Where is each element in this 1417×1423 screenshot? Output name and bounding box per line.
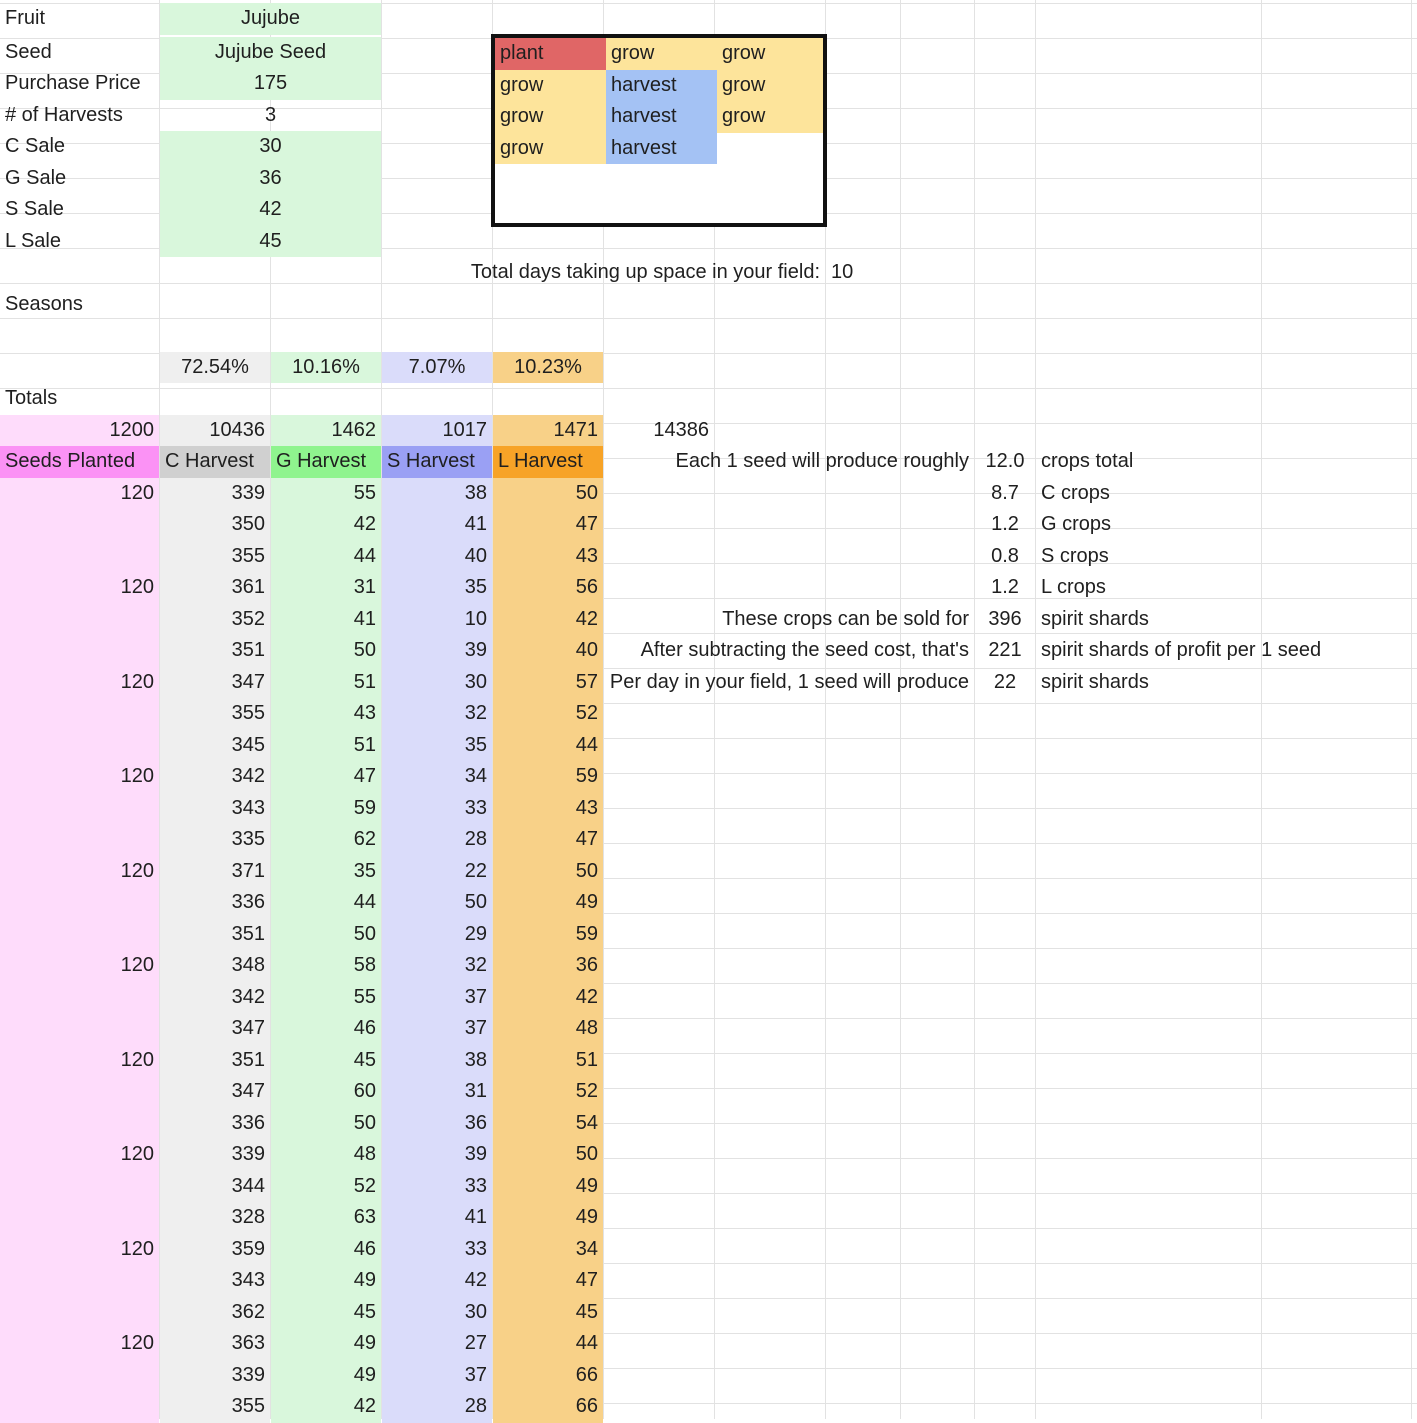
c-harvest-cell[interactable]: 344 xyxy=(160,1171,270,1203)
summary-value[interactable]: 22 xyxy=(993,670,1017,693)
seeds-planted-cell[interactable]: 120 xyxy=(0,950,159,982)
l-harvest-cell[interactable]: 44 xyxy=(493,730,603,762)
schedule-cell[interactable]: harvest xyxy=(606,101,717,133)
l-harvest-cell[interactable]: 40 xyxy=(493,635,603,667)
g-harvest-cell[interactable]: 45 xyxy=(271,1297,381,1329)
c-harvest-cell[interactable]: 352 xyxy=(160,604,270,636)
c-harvest-cell[interactable]: 345 xyxy=(160,730,270,762)
s-harvest-cell[interactable]: 33 xyxy=(382,1171,492,1203)
summary-label[interactable]: Per day in your field, 1 seed will produce xyxy=(609,670,969,693)
seeds-planted-cell[interactable] xyxy=(0,1360,159,1392)
summary-unit[interactable]: spirit shards xyxy=(1041,670,1149,693)
l-harvest-cell[interactable]: 43 xyxy=(493,793,603,825)
seeds-planted-cell[interactable] xyxy=(0,1391,159,1423)
schedule-cell[interactable]: plant xyxy=(495,38,606,70)
field-days-value[interactable]: 10 xyxy=(831,261,854,283)
s-harvest-cell[interactable]: 36 xyxy=(382,1108,492,1140)
s-harvest-cell[interactable]: 28 xyxy=(382,824,492,856)
pct-l[interactable]: 10.23% xyxy=(493,352,603,384)
c-harvest-cell[interactable]: 355 xyxy=(160,541,270,573)
seeds-planted-cell[interactable]: 120 xyxy=(0,1328,159,1360)
c-harvest-cell[interactable]: 359 xyxy=(160,1234,270,1266)
growth-schedule xyxy=(491,34,827,227)
summary-label[interactable] xyxy=(604,572,974,604)
pct-g[interactable]: 10.16% xyxy=(271,352,381,384)
g-harvest-cell[interactable]: 55 xyxy=(271,982,381,1014)
seed-label[interactable]: Seed xyxy=(5,40,52,63)
l-harvest-cell[interactable]: 48 xyxy=(493,1013,603,1045)
s-harvest-cell[interactable]: 33 xyxy=(382,793,492,825)
g-harvest-cell[interactable]: 63 xyxy=(271,1202,381,1234)
summary-unit[interactable]: spirit shards xyxy=(1041,607,1149,630)
g-harvest-cell[interactable]: 50 xyxy=(271,1108,381,1140)
g-harvest-cell[interactable]: 42 xyxy=(271,509,381,541)
seeds-planted-cell[interactable] xyxy=(0,919,159,951)
s-harvest-cell[interactable]: 35 xyxy=(382,572,492,604)
pct-s[interactable]: 7.07% xyxy=(382,352,492,384)
g-harvest-cell[interactable]: 46 xyxy=(271,1013,381,1045)
seeds-planted-cell[interactable]: 120 xyxy=(0,761,159,793)
s-harvest-cell[interactable]: 32 xyxy=(382,698,492,730)
g-harvest-cell[interactable]: 42 xyxy=(271,1391,381,1423)
g-harvest-cell[interactable]: 50 xyxy=(271,635,381,667)
schedule-cell[interactable]: harvest xyxy=(606,70,717,102)
l-harvest-cell[interactable]: 59 xyxy=(493,919,603,951)
l-harvest-cell[interactable]: 49 xyxy=(493,1202,603,1234)
seeds-planted-cell[interactable] xyxy=(0,1076,159,1108)
s-harvest-cell[interactable]: 37 xyxy=(382,1360,492,1392)
l-harvest-cell[interactable]: 57 xyxy=(493,667,603,699)
header-seeds-planted[interactable]: Seeds Planted xyxy=(0,446,159,478)
g-harvest-cell[interactable]: 48 xyxy=(271,1139,381,1171)
harvests-label[interactable]: # of Harvests xyxy=(5,103,123,126)
s-harvest-cell[interactable]: 31 xyxy=(382,1076,492,1108)
summary-value[interactable]: 396 xyxy=(988,607,1022,630)
summary-unit[interactable]: C crops xyxy=(1041,481,1110,504)
seeds-planted-cell[interactable] xyxy=(0,1108,159,1140)
g-harvest-cell[interactable]: 45 xyxy=(271,1045,381,1077)
seeds-planted-cell[interactable] xyxy=(0,1265,159,1297)
schedule-cell[interactable]: grow xyxy=(495,133,606,165)
s-harvest-cell[interactable]: 37 xyxy=(382,982,492,1014)
g-harvest-cell[interactable]: 52 xyxy=(271,1171,381,1203)
g-harvest-cell[interactable]: 49 xyxy=(271,1265,381,1297)
s-harvest-cell[interactable]: 38 xyxy=(382,478,492,510)
c-harvest-cell[interactable]: 339 xyxy=(160,1360,270,1392)
c-harvest-cell[interactable]: 361 xyxy=(160,572,270,604)
seeds-planted-cell[interactable] xyxy=(0,1297,159,1329)
total-s[interactable]: 1017 xyxy=(382,415,492,447)
s-harvest-cell[interactable]: 10 xyxy=(382,604,492,636)
g-sale-label[interactable]: G Sale xyxy=(5,166,67,189)
l-harvest-cell[interactable]: 47 xyxy=(493,509,603,541)
seeds-planted-cell[interactable] xyxy=(0,730,159,762)
g-harvest-cell[interactable]: 41 xyxy=(271,604,381,636)
c-harvest-cell[interactable]: 351 xyxy=(160,919,270,951)
purchase-price-value[interactable]: 175 xyxy=(160,68,381,100)
s-harvest-cell[interactable]: 41 xyxy=(382,509,492,541)
seeds-planted-cell[interactable] xyxy=(0,635,159,667)
g-sale-value[interactable]: 36 xyxy=(160,163,381,195)
l-harvest-cell[interactable]: 56 xyxy=(493,572,603,604)
l-harvest-cell[interactable]: 34 xyxy=(493,1234,603,1266)
c-harvest-cell[interactable]: 343 xyxy=(160,1265,270,1297)
seeds-planted-cell[interactable] xyxy=(0,541,159,573)
seeds-planted-cell[interactable]: 120 xyxy=(0,1139,159,1171)
seed-value[interactable]: Jujube Seed xyxy=(160,37,381,69)
s-harvest-cell[interactable]: 22 xyxy=(382,856,492,888)
seeds-planted-cell[interactable] xyxy=(0,1013,159,1045)
s-harvest-cell[interactable]: 29 xyxy=(382,919,492,951)
schedule-cell[interactable]: grow xyxy=(495,101,606,133)
l-harvest-cell[interactable]: 47 xyxy=(493,1265,603,1297)
summary-label[interactable]: Each 1 seed will produce roughly xyxy=(675,450,969,472)
summary-unit[interactable]: crops total xyxy=(1041,450,1134,472)
c-harvest-cell[interactable]: 347 xyxy=(160,667,270,699)
summary-unit[interactable]: G crops xyxy=(1041,513,1112,535)
seeds-planted-cell[interactable] xyxy=(0,793,159,825)
g-harvest-cell[interactable]: 46 xyxy=(271,1234,381,1266)
s-harvest-cell[interactable]: 30 xyxy=(382,1297,492,1329)
total-seeds[interactable]: 1200 xyxy=(0,415,159,447)
s-harvest-cell[interactable]: 30 xyxy=(382,667,492,699)
schedule-cell[interactable]: grow xyxy=(717,38,823,70)
seeds-planted-cell[interactable]: 120 xyxy=(0,1234,159,1266)
seeds-planted-cell[interactable]: 120 xyxy=(0,856,159,888)
g-harvest-cell[interactable]: 44 xyxy=(271,541,381,573)
g-harvest-cell[interactable]: 58 xyxy=(271,950,381,982)
l-harvest-cell[interactable]: 54 xyxy=(493,1108,603,1140)
schedule-cell[interactable]: grow xyxy=(717,101,823,133)
c-harvest-cell[interactable]: 343 xyxy=(160,793,270,825)
seeds-planted-cell[interactable]: 120 xyxy=(0,572,159,604)
c-harvest-cell[interactable]: 355 xyxy=(160,1391,270,1423)
g-harvest-cell[interactable]: 60 xyxy=(271,1076,381,1108)
l-harvest-cell[interactable]: 66 xyxy=(493,1360,603,1392)
c-harvest-cell[interactable]: 371 xyxy=(160,856,270,888)
summary-unit[interactable]: spirit shards of profit per 1 seed xyxy=(1041,639,1322,661)
l-harvest-cell[interactable]: 52 xyxy=(493,698,603,730)
l-harvest-cell[interactable]: 47 xyxy=(493,824,603,856)
g-harvest-cell[interactable]: 31 xyxy=(271,572,381,604)
s-harvest-cell[interactable]: 42 xyxy=(382,1265,492,1297)
s-harvest-cell[interactable]: 50 xyxy=(382,887,492,919)
schedule-cell[interactable]: grow xyxy=(495,70,606,102)
c-harvest-cell[interactable]: 347 xyxy=(160,1076,270,1108)
l-harvest-cell[interactable]: 59 xyxy=(493,761,603,793)
s-harvest-cell[interactable]: 39 xyxy=(382,1139,492,1171)
seeds-planted-cell[interactable] xyxy=(0,604,159,636)
summary-label[interactable]: These crops can be sold for xyxy=(722,607,969,630)
l-harvest-cell[interactable]: 42 xyxy=(493,604,603,636)
g-harvest-cell[interactable]: 55 xyxy=(271,478,381,510)
g-harvest-cell[interactable]: 51 xyxy=(271,667,381,699)
l-harvest-cell[interactable]: 49 xyxy=(493,1171,603,1203)
l-harvest-cell[interactable]: 43 xyxy=(493,541,603,573)
summary-unit[interactable]: L crops xyxy=(1041,576,1106,598)
summary-unit[interactable]: S crops xyxy=(1041,544,1109,567)
summary-value[interactable]: 221 xyxy=(988,639,1022,661)
schedule-cell[interactable]: grow xyxy=(606,38,717,70)
fruit-label[interactable]: Fruit xyxy=(5,7,45,29)
l-sale-label[interactable]: L Sale xyxy=(5,229,61,252)
g-harvest-cell[interactable]: 59 xyxy=(271,793,381,825)
g-harvest-cell[interactable]: 49 xyxy=(271,1360,381,1392)
c-harvest-cell[interactable]: 342 xyxy=(160,982,270,1014)
s-harvest-cell[interactable]: 28 xyxy=(382,1391,492,1423)
g-harvest-cell[interactable]: 62 xyxy=(271,824,381,856)
purchase-price-label[interactable]: Purchase Price xyxy=(5,72,141,94)
c-harvest-cell[interactable]: 348 xyxy=(160,950,270,982)
g-harvest-cell[interactable]: 49 xyxy=(271,1328,381,1360)
l-harvest-cell[interactable]: 52 xyxy=(493,1076,603,1108)
c-harvest-cell[interactable]: 328 xyxy=(160,1202,270,1234)
seeds-planted-cell[interactable] xyxy=(0,509,159,541)
pct-c[interactable]: 72.54% xyxy=(160,352,270,384)
g-harvest-cell[interactable]: 35 xyxy=(271,856,381,888)
c-harvest-cell[interactable]: 351 xyxy=(160,1045,270,1077)
summary-value[interactable]: 8.7 xyxy=(991,481,1019,504)
g-harvest-cell[interactable]: 44 xyxy=(271,887,381,919)
s-harvest-cell[interactable]: 32 xyxy=(382,950,492,982)
c-sale-label[interactable]: C Sale xyxy=(5,135,66,157)
header-c-harvest[interactable]: C Harvest xyxy=(160,446,270,478)
header-l-harvest[interactable]: L Harvest xyxy=(493,446,603,478)
schedule-cell[interactable]: grow xyxy=(717,70,823,102)
g-harvest-cell[interactable]: 50 xyxy=(271,919,381,951)
s-harvest-cell[interactable]: 35 xyxy=(382,730,492,762)
seasons-label[interactable]: Seasons xyxy=(5,292,83,315)
summary-value[interactable]: 1.2 xyxy=(991,576,1019,598)
header-g-harvest[interactable]: G Harvest xyxy=(271,446,381,478)
s-harvest-cell[interactable]: 37 xyxy=(382,1013,492,1045)
summary-label[interactable] xyxy=(604,541,974,573)
total-c[interactable]: 10436 xyxy=(160,415,270,447)
l-sale-value[interactable]: 45 xyxy=(160,226,381,258)
l-harvest-cell[interactable]: 45 xyxy=(493,1297,603,1329)
summary-value[interactable]: 12.0 xyxy=(985,450,1025,472)
c-harvest-cell[interactable]: 339 xyxy=(160,1139,270,1171)
field-days-label[interactable]: Total days taking up space in your field: xyxy=(470,261,820,283)
s-harvest-cell[interactable]: 34 xyxy=(382,761,492,793)
summary-label[interactable] xyxy=(604,478,974,510)
s-harvest-cell[interactable]: 40 xyxy=(382,541,492,573)
l-harvest-cell[interactable]: 42 xyxy=(493,982,603,1014)
fruit-value[interactable]: Jujube xyxy=(160,3,381,35)
s-harvest-cell[interactable]: 33 xyxy=(382,1234,492,1266)
c-harvest-cell[interactable]: 347 xyxy=(160,1013,270,1045)
harvests-value[interactable]: 3 xyxy=(264,103,277,126)
s-harvest-cell[interactable]: 41 xyxy=(382,1202,492,1234)
g-harvest-cell[interactable]: 43 xyxy=(271,698,381,730)
seeds-planted-cell[interactable] xyxy=(0,1202,159,1234)
l-harvest-cell[interactable]: 51 xyxy=(493,1045,603,1077)
summary-value[interactable]: 1.2 xyxy=(991,513,1019,535)
header-s-harvest[interactable]: S Harvest xyxy=(382,446,492,478)
totals-label[interactable]: Totals xyxy=(5,387,58,409)
s-sale-value[interactable]: 42 xyxy=(160,194,381,226)
summary-value[interactable]: 0.8 xyxy=(991,544,1019,567)
c-harvest-cell[interactable]: 362 xyxy=(160,1297,270,1329)
schedule-cell[interactable]: harvest xyxy=(606,133,717,165)
seeds-planted-cell[interactable]: 120 xyxy=(0,478,159,510)
c-harvest-cell[interactable]: 363 xyxy=(160,1328,270,1360)
seeds-planted-cell[interactable] xyxy=(0,824,159,856)
s-sale-label[interactable]: S Sale xyxy=(5,198,64,220)
c-harvest-cell[interactable]: 351 xyxy=(160,635,270,667)
seeds-planted-cell[interactable]: 120 xyxy=(0,1045,159,1077)
c-harvest-cell[interactable]: 336 xyxy=(160,887,270,919)
seeds-planted-cell[interactable] xyxy=(0,887,159,919)
c-harvest-cell[interactable]: 355 xyxy=(160,698,270,730)
seeds-planted-cell[interactable]: 120 xyxy=(0,667,159,699)
seeds-planted-cell[interactable] xyxy=(0,982,159,1014)
summary-label[interactable] xyxy=(604,509,974,541)
c-sale-value[interactable]: 30 xyxy=(160,131,381,163)
l-harvest-cell[interactable]: 50 xyxy=(493,1139,603,1171)
l-harvest-cell[interactable]: 36 xyxy=(493,950,603,982)
l-harvest-cell[interactable]: 66 xyxy=(493,1391,603,1423)
l-harvest-cell[interactable]: 49 xyxy=(493,887,603,919)
g-harvest-cell[interactable]: 47 xyxy=(271,761,381,793)
total-grand[interactable]: 14386 xyxy=(653,418,709,441)
seeds-planted-cell[interactable] xyxy=(0,1171,159,1203)
s-harvest-cell[interactable]: 27 xyxy=(382,1328,492,1360)
l-harvest-cell[interactable]: 50 xyxy=(493,856,603,888)
c-harvest-cell[interactable]: 350 xyxy=(160,509,270,541)
c-harvest-cell[interactable]: 339 xyxy=(160,478,270,510)
seeds-planted-cell[interactable] xyxy=(0,698,159,730)
g-harvest-cell[interactable]: 51 xyxy=(271,730,381,762)
l-harvest-cell[interactable]: 50 xyxy=(493,478,603,510)
total-l[interactable]: 1471 xyxy=(493,415,603,447)
summary-label[interactable]: After subtracting the seed cost, that's xyxy=(640,639,969,661)
l-harvest-cell[interactable]: 44 xyxy=(493,1328,603,1360)
total-g[interactable]: 1462 xyxy=(271,415,381,447)
s-harvest-cell[interactable]: 38 xyxy=(382,1045,492,1077)
c-harvest-cell[interactable]: 335 xyxy=(160,824,270,856)
c-harvest-cell[interactable]: 342 xyxy=(160,761,270,793)
schedule-cell[interactable] xyxy=(717,133,823,165)
c-harvest-cell[interactable]: 336 xyxy=(160,1108,270,1140)
s-harvest-cell[interactable]: 39 xyxy=(382,635,492,667)
